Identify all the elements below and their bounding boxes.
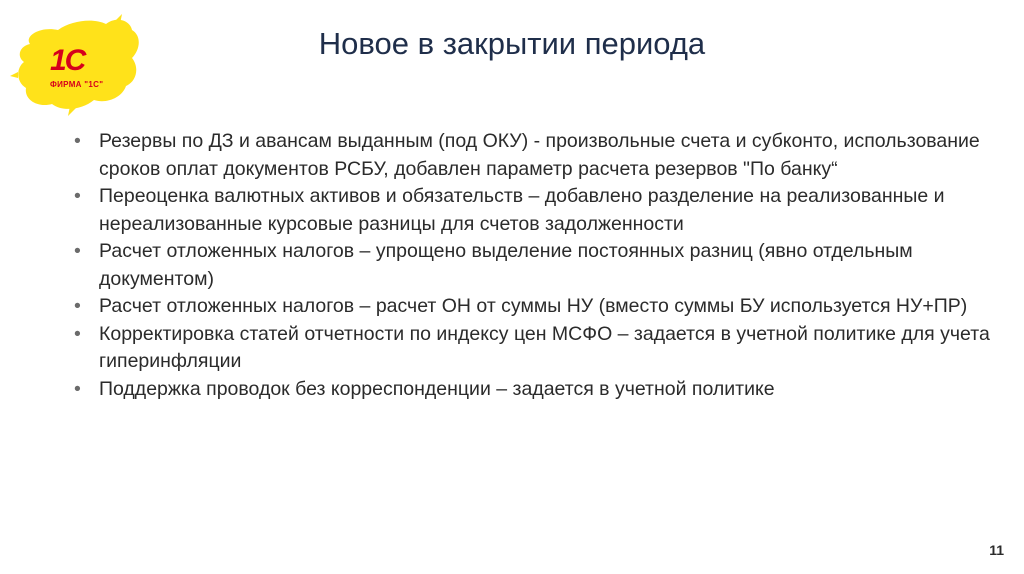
- page-number: 11: [989, 542, 1004, 558]
- bullet-marker: •: [74, 130, 81, 152]
- bullet-item: [72, 293, 992, 321]
- bullet-marker: •: [74, 377, 81, 400]
- bullet-text: Резервы по ДЗ и авансам выданным (под ОКУ) - произвольные счета и субконто, использование сроков оплат документов РСБУ, добавлен параметр расчета резервов "По банку“: [99, 130, 980, 180]
- logo-mark: 1С: [50, 44, 85, 77]
- bullet-list: [72, 128, 992, 403]
- bullet-text: Расчет отложенных налогов – расчет ОН от суммы НУ (вместо суммы БУ используется НУ+ПР): [99, 295, 968, 317]
- bullet-text: Расчет отложенных налогов – упрощено выделение постоянных разниц (явно отдельным документом): [99, 240, 913, 290]
- bullet-marker: •: [74, 185, 81, 207]
- bullet-item: [72, 128, 992, 183]
- bullet-item: [72, 376, 992, 404]
- bullet-item: [72, 183, 992, 238]
- bullet-marker: •: [74, 295, 81, 317]
- bullet-text: Переоценка валютных активов и обязательств – добавлено разделение на реализованные и нереализованные курсовые разницы для счетов задолженности: [99, 185, 945, 235]
- bullet-marker: •: [74, 240, 81, 262]
- bullet-marker: •: [74, 322, 81, 345]
- slide-title: Новое в закрытии периода: [318, 26, 706, 61]
- logo-caption: ФИРМА "1С": [50, 80, 104, 89]
- bullet-item: [72, 238, 992, 293]
- bullet-text: Поддержка проводок без корреспонденции – задается в учетной политике: [99, 377, 775, 400]
- bullet-item: [72, 321, 992, 376]
- bullet-text: Корректировка статей отчетности по индексу цен МСФО – задается в учетной политике для учета гиперинфляции: [99, 322, 990, 372]
